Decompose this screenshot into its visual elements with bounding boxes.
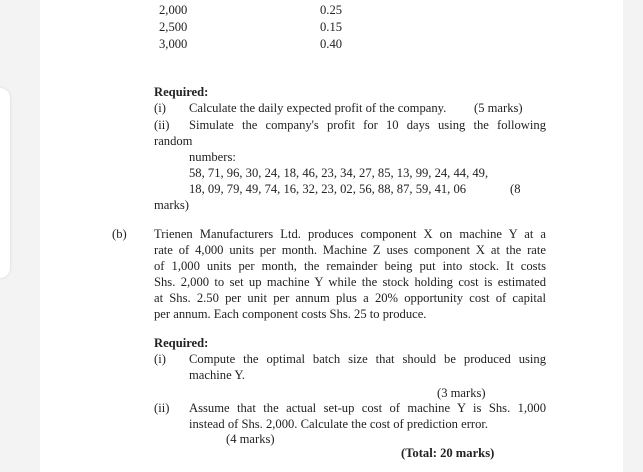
required-heading-a: Required: xyxy=(154,85,209,99)
paragraph-line: rate of 4,000 units per month. Machine Z uses component X at the rate xyxy=(154,243,546,257)
table-cell-probability: 0.40 xyxy=(320,37,343,51)
random-numbers-line: 18, 09, 79, 49, 74, 16, 32, 23, 02, 56, 88, 87, 59, 41, 06 xyxy=(189,182,467,196)
paragraph-line: at Shs. 2.50 per unit per annum plus a 20% opportunity cost of capital xyxy=(154,291,546,305)
paragraph-line: Shs. 2,000 to set up machine Y while the stock holding cost is estimated xyxy=(154,275,546,289)
question-b-i-line: machine Y. xyxy=(189,368,245,382)
numbers-label: numbers: xyxy=(189,150,236,164)
paragraph-line: per annum. Each component costs Shs. 25 to produce. xyxy=(154,307,427,321)
question-b-i-marks: (3 marks) xyxy=(437,386,486,400)
required-heading-b: Required: xyxy=(154,336,209,350)
part-b-label: (b) xyxy=(112,227,127,241)
question-b-ii-line: instead of Shs. 2,000. Calculate the cost of prediction error. xyxy=(189,417,489,431)
table-cell-demand: 2,000 xyxy=(159,3,188,17)
table-cell-probability: 0.15 xyxy=(320,20,343,34)
question-b-i-line: Compute the optimal batch size that should be produced using xyxy=(189,352,546,366)
side-panel-edge xyxy=(0,88,10,278)
question-a-ii-cont: random xyxy=(154,134,193,148)
paragraph-line: Trienen Manufacturers Ltd. produces component X on machine Y at a xyxy=(154,227,546,241)
question-a-i-text: Calculate the daily expected profit of the company. xyxy=(189,101,447,115)
marks-close: marks) xyxy=(154,198,189,212)
table-cell-demand: 2,500 xyxy=(159,20,188,34)
total-marks: (Total: 20 marks) xyxy=(401,446,495,460)
item-marker: (i) xyxy=(154,101,166,115)
item-marker: (i) xyxy=(154,352,166,366)
marks-open: (8 xyxy=(510,182,521,196)
paragraph-line: of 1,000 units per month, the remainder being put into stock. It costs xyxy=(154,259,546,273)
item-marker: (ii) xyxy=(154,118,170,132)
question-a-ii-text: Simulate the company's profit for 10 days using the following xyxy=(189,118,546,132)
table-cell-demand: 3,000 xyxy=(159,37,188,51)
question-b-ii-marks: (4 marks) xyxy=(226,432,275,446)
question-b-ii-line: Assume that the actual set-up cost of machine Y is Shs. 1,000 xyxy=(189,401,546,415)
table-cell-probability: 0.25 xyxy=(320,3,343,17)
item-marker: (ii) xyxy=(154,401,170,415)
question-a-i-marks: (5 marks) xyxy=(474,101,523,115)
random-numbers-line: 58, 71, 96, 30, 24, 18, 46, 23, 34, 27, 85, 13, 99, 24, 44, 49, xyxy=(189,166,489,180)
document-page xyxy=(40,0,623,472)
